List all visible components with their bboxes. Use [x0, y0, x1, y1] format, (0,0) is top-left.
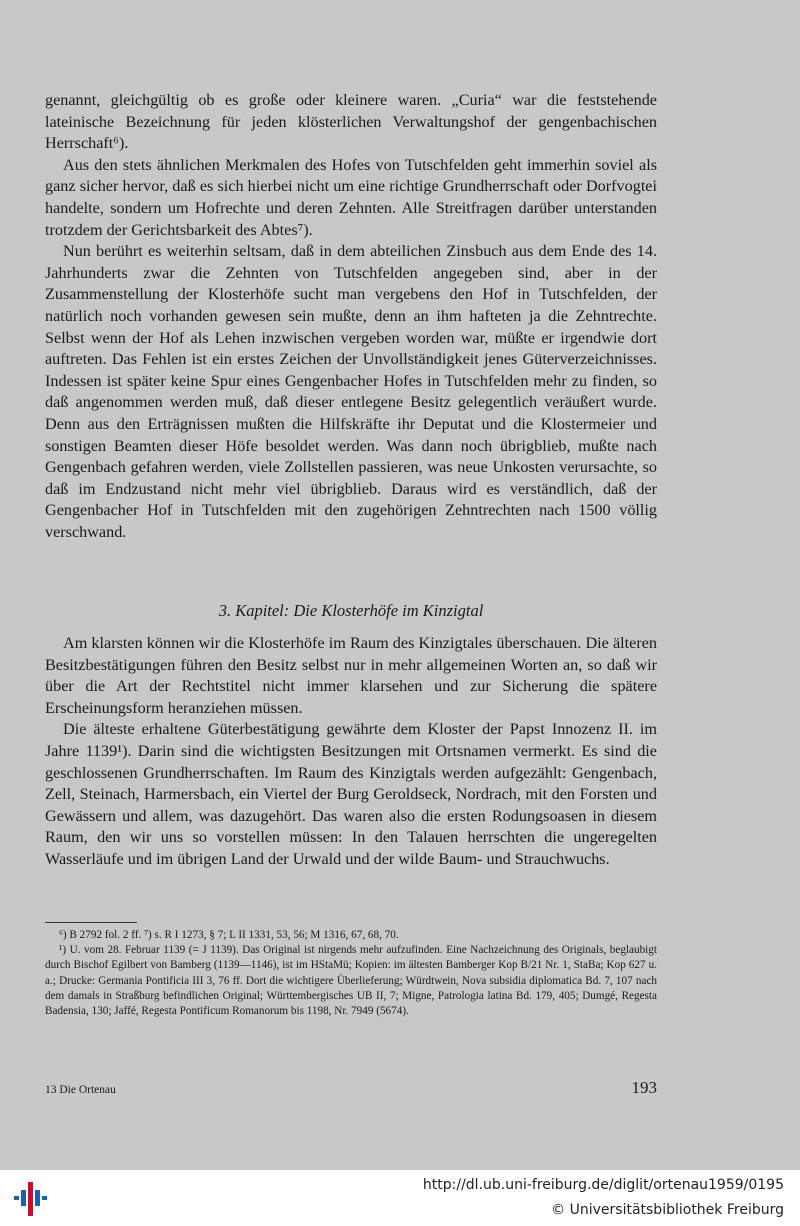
- footnote-rule: [45, 922, 137, 923]
- paragraph: genannt, gleichgültig ob es große oder kleinere waren. „Curia“ war die feststehende lateinische Bezeichnung für jeden klösterlichen Verwaltungshof der gengenbachischen Herrschaft⁶).: [45, 91, 657, 153]
- paragraph: Am klarsten können wir die Klosterhöfe im Raum des Kinzigtales überschauen. Die älteren Besitzbestätigungen führen den Besitz selbst nur in mehr allgemeinen Worten an, so daß wir über die Art der Rechtstitel nicht immer klarsehen und zur Sicherung die spätere Erscheinungsform heranziehen müssen.: [45, 634, 657, 717]
- university-library-logo-icon: [8, 1176, 52, 1220]
- footnote: ¹) U. vom 28. Februar 1139 (= J 1139). Das Original ist nirgends mehr aufzufinden. Eine Nachzeichnung des Originals, beglaubigt durch Bischof Egilbert von Bamberg (1139—1146), ist im HStaMü; Kopien: im ältesten Bamberger Kop B/21 Nr. 1, StaBa; Kop 627 u. a.; Drucke: Germania Pontificia III 3, 76 ff. Dort die wichtigere Überlieferung; Würdtwein, Nova subsidia diplomatica Bd. 7, 107 nach dem damals in Straßburg befindlichen Original; Württembergisches UB II, 7; Migne, Patrologia latina Bd. 179, 405; Dumgé, Regesta Badensia, 130; Jaffé, Regesta Pontificum Romanorum bis 1198, Nr. 7949 (5674).: [45, 944, 657, 1018]
- footnote: ⁶) B 2792 fol. 2 ff. ⁷) s. R I 1273, § 7; L II 1331, 53, 56; M 1316, 67, 68, 70.: [59, 929, 399, 941]
- viewer-footer: [0, 1170, 800, 1226]
- body-text-bottom: [45, 633, 657, 871]
- footnotes: [45, 928, 657, 1019]
- body-text-top: [45, 90, 657, 543]
- copyright-notice: © Universitätsbibliothek Freiburg: [551, 1202, 784, 1218]
- page-number: 193: [631, 1078, 657, 1097]
- paragraph: Die älteste erhaltene Güterbestätigung gewährte dem Kloster der Papst Innozenz II. im Jahre 1139¹). Darin sind die wichtigsten Besitzungen mit Ortsnamen vermerkt. Es sind die geschlossenen Grundherrschaften. Im Raum des Kinzigtals werden aufgezählt: Gengenbach, Zell, Steinach, Harmersbach, ein Viertel der Burg Geroldseck, Nordrach, mit den Forsten und Gewässern und allem, was dazugehört. Das waren also die ersten Rodungsoasen in diesem Raum, den wir uns so vorstellen müssen: In den Talauen herrschten die ungeregelten Wasserläufe und im übrigen Land der Urwald und der wilde Baum- und Strauchwuchs.: [45, 720, 657, 868]
- paragraph: Nun berührt es weiterhin seltsam, daß in dem abteilichen Zinsbuch aus dem Ende des 14. Jahrhunderts zwar die Zehnten von Tutschfelden angegeben sind, aber in der Zusammenstellung der Klosterhöfe sucht man vergebens den Hof in Tutschfelden, der natürlich noch vorhanden gewesen sein mußte, denn an ihm hafteten ja die Zehntrechte. Selbst wenn der Hof als Lehen inzwischen vergeben worden war, müßte er irgendwie dort auftreten. Das Fehlen ist ein erstes Zeichen der Unvollständigkeit jenes Güterverzeichnisses. Indessen ist später keine Spur eines Gengenbacher Hofes in Tutschfelden mehr zu finden, so daß angenommen werden muß, daß dieser entlegene Besitz gelegentlich veräußert wurde. Denn aus den Erträgnissen mußten die Hilfskräfte ihr Deputat und die Klostermeier und sonstigen Beamten dieser Höfe besoldet werden. Was dann noch übrigblieb, mußte nach Gengenbach gefahren werden, viele Zollstellen passieren, was neue Unkosten verursachte, so daß im Endzustand nicht mehr viel übrigblieb. Daraus wird es verständlich, daß der Gengenbacher Hof in Tutschfelden mit den zugehörigen Zehntrechten nach 1500 völlig verschwand.: [45, 242, 657, 541]
- chapter-heading: 3. Kapitel: Die Klosterhöfe im Kinzigtal: [218, 601, 484, 620]
- paragraph: Aus den stets ähnlichen Merkmalen des Hofes von Tutschfelden geht immerhin soviel als ganz sicher hervor, daß es sich hierbei nicht um eine richtige Grundherrschaft oder Dorfvogtei handelte, sondern um Hofrechte und deren Zehnten. Alle Streitfragen darüber unterstanden trotzdem der Gerichtsbarkeit des Abtes⁷).: [45, 155, 657, 239]
- source-url-link[interactable]: http://dl.ub.uni-freiburg.de/diglit/ortenau1959/0195: [422, 1177, 784, 1193]
- printer-signature: 13 Die Ortenau: [45, 1084, 116, 1096]
